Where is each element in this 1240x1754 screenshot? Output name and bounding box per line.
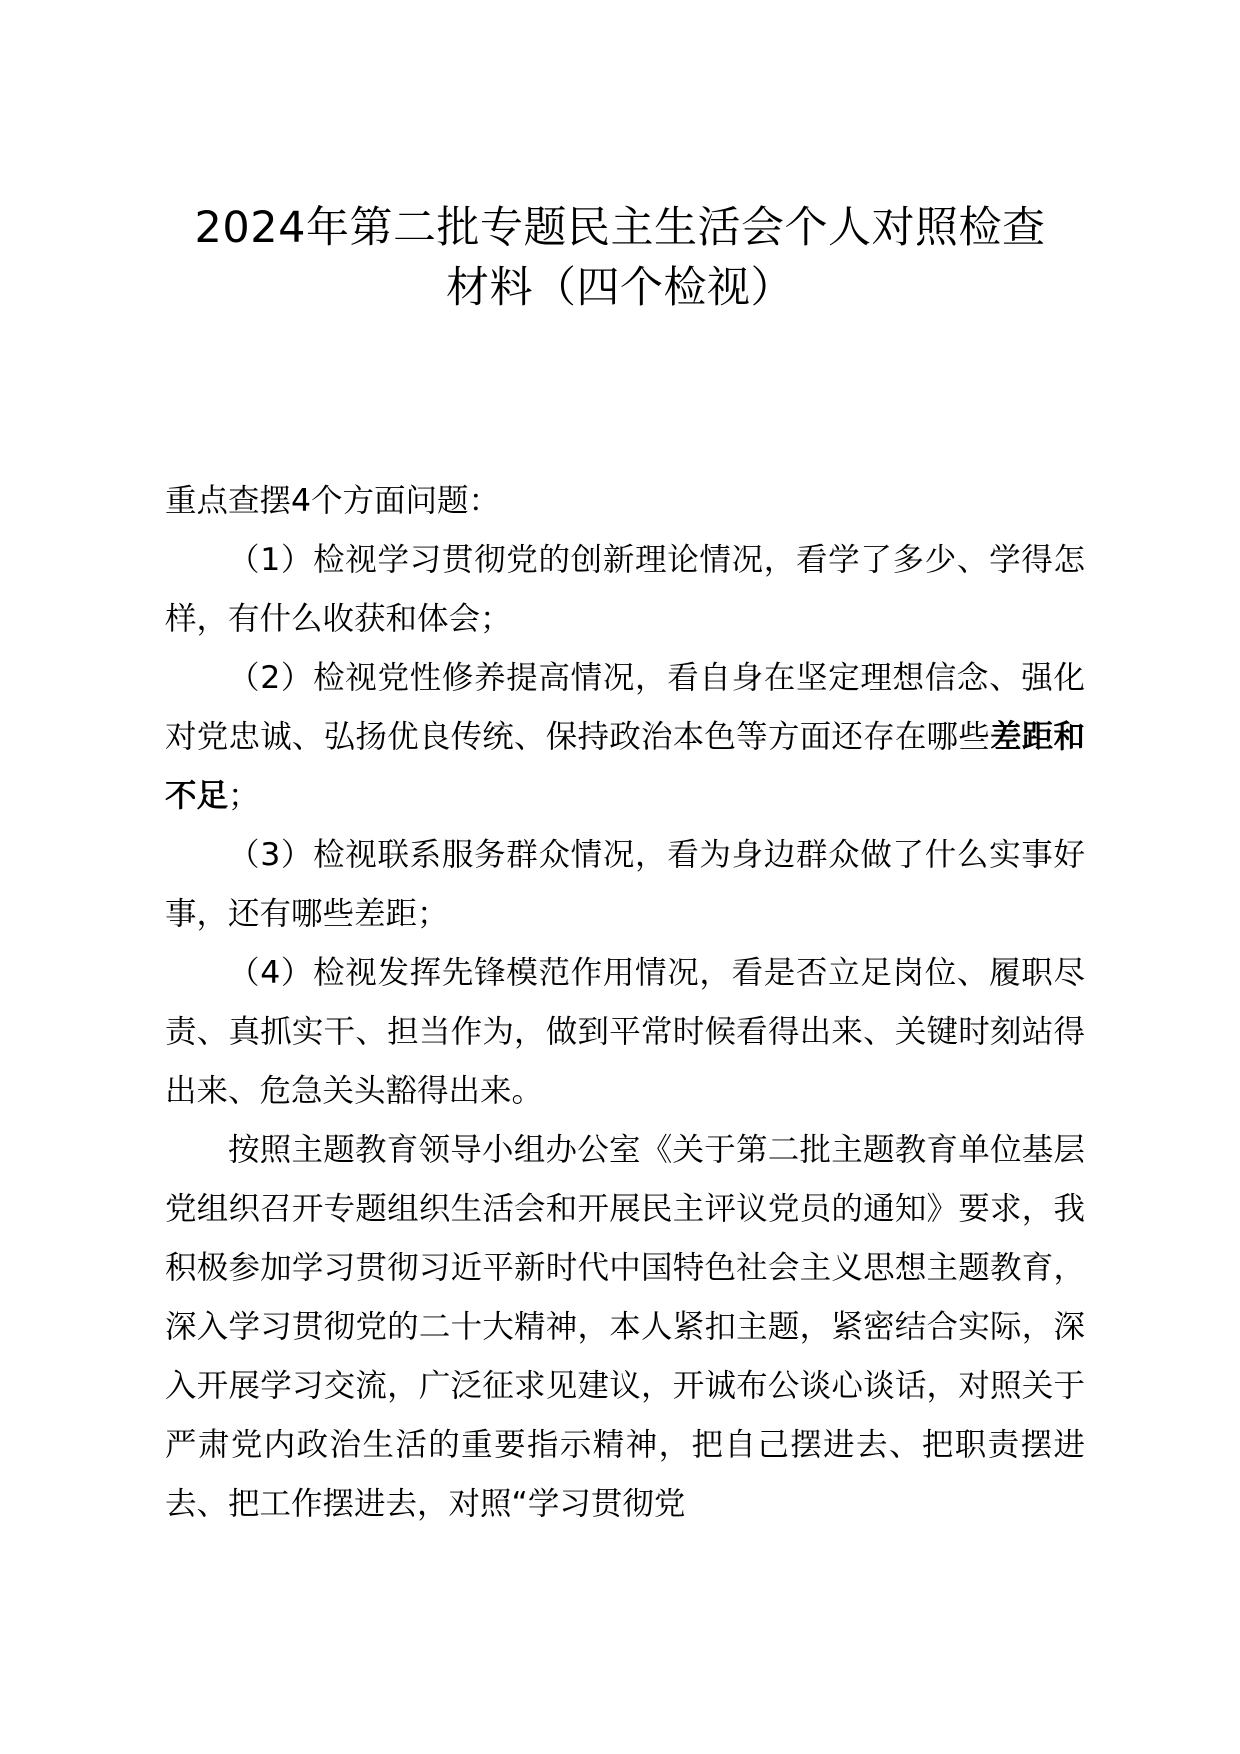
- item-2-end: ；: [228, 778, 260, 814]
- document-body: [165, 472, 1085, 1534]
- document-title: [160, 198, 1080, 318]
- closing-paragraph: 按照主题教育领导小组办公室《关于第二批主题教育单位基层党组织召开专题组织生活会和开展民主评议党员的通知》要求，我积极参加学习贯彻习近平新时代中国特色社会主义思想主题教育，深入学习贯彻党的二十大精神，本人紧扣主题，紧密结合实际，深入开展学习交流，广泛征求见建议，开诚布公谈心谈话，对照关于严肃党内政治生活的重要指示精神，把自己摆进去、把职责摆进去、把工作摆进去，对照“学习贯彻党: [165, 1132, 1085, 1522]
- title-line-2: 材料（四个检视）: [446, 263, 794, 313]
- item-3-paragraph: （3）检视联系服务群众情况，看为身边群众做了什么实事好事，还有哪些差距；: [165, 837, 1085, 932]
- item-4-paragraph: （4）检视发挥先锋模范作用情况，看是否立足岗位、履职尽责、真抓实干、担当作为，做到平常时候看得出来、关键时刻站得出来、危急关头豁得出来。: [165, 955, 1085, 1109]
- item-1-paragraph: （1）检视学习贯彻党的创新理论情况，看学了多少、学得怎样，有什么收获和体会；: [165, 542, 1085, 637]
- item-2-paragraph: [165, 649, 1085, 826]
- item-2-emphasis: 差距和不足: [165, 719, 1085, 814]
- item-2-text: （2）检视党性修养提高情况，看自身在坚定理想信念、强化对党忠诚、弘扬优良传统、保持政治本色等方面还存在哪些: [165, 660, 1085, 755]
- intro-paragraph: 重点查摆4个方面问题：: [165, 483, 501, 519]
- title-line-1: 2024年第二批专题民主生活会个人对照检查: [194, 203, 1046, 253]
